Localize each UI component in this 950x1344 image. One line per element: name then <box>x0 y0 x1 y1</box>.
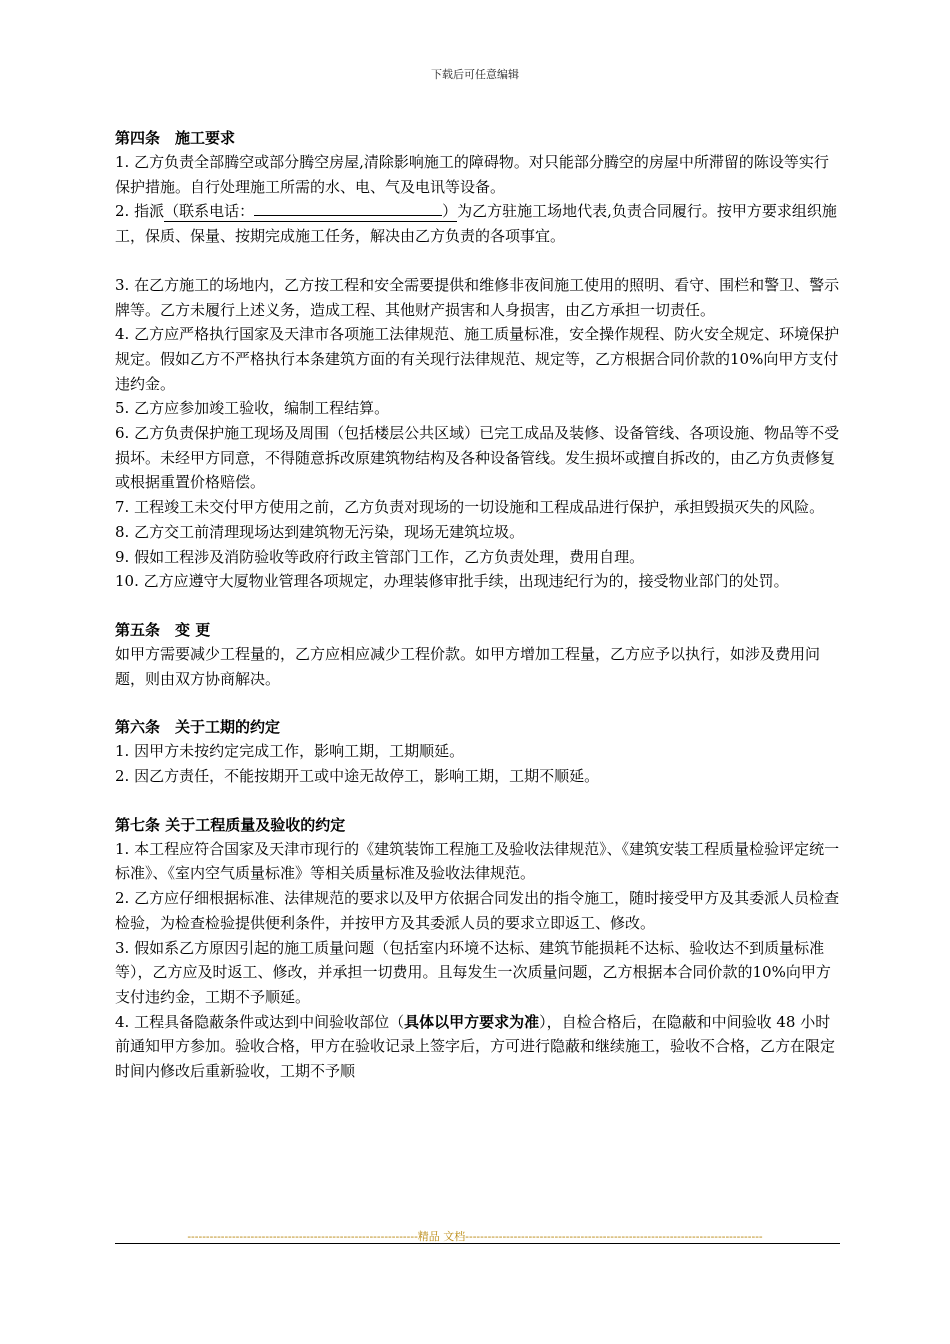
s4-item-2-prefix: 2. 指派 <box>115 202 165 221</box>
page-footer: --------------------------------------------------------------精品 文档-------------------------------------------------------------------------------- <box>187 1230 763 1243</box>
s7-item-4-prefix: 4. 工程具备隐蔽条件或达到中间验收部位（ <box>115 1012 405 1031</box>
section-4-title: 第四条 施工要求 <box>115 129 236 147</box>
page-header: 下载后可任意编辑 <box>431 68 519 81</box>
phone-blank <box>254 199 442 216</box>
s4-item-5: 5. 乙方应参加竣工验收，编制工程结算。 <box>115 399 390 418</box>
s5-paragraph: 如甲方需要减少工程量的，乙方应相应减少工程价款。如甲方增加工程量，乙方应予以执行，如涉及费用问题，则由双方协商解决。 <box>115 644 821 688</box>
s7-item-1: 1. 本工程应符合国家及天津市现行的《建筑装饰工程施工及验收法律规范》、《建筑安装工程质量检验评定统一标准》、《室内空气质量标准》等相关质量标准及验收法律规范。 <box>115 839 840 883</box>
s4-item-2-text: 为乙方驻施工场地代表,负责合同履行。按甲方要求组织施工，保质、保量、按期完成施工任务，解决由乙方负责的各项事宜。 <box>115 202 837 246</box>
phone-close: ） <box>442 202 458 221</box>
s7-item-4-rest: ），自检合格后，在隐蔽和中间验收 48 小时前通知甲方参加。验收合格，甲方在验收记录上签字后，方可进行隐蔽和继续施工，验收不合格，乙方在限定时间内修改后重新验收，工期不予顺 <box>115 1012 836 1081</box>
s6-item-2: 2. 因乙方责任，不能按期开工或中途无故停工，影响工期，工期不顺延。 <box>115 767 600 786</box>
s4-item-10: 10. 乙方应遵守大厦物业管理各项规定，办理装修审批手续，出现违纪行为的，接受物业部门的处罚。 <box>115 572 789 591</box>
s7-item-4 <box>115 1010 840 1084</box>
s4-item-9: 9. 假如工程涉及消防验收等政府行政主管部门工作，乙方负责处理，费用自理。 <box>115 547 645 566</box>
s4-item-7: 7. 工程竣工未交付甲方使用之前，乙方负责对现场的一切设施和工程成品进行保护，承担毁损灭失的风险。 <box>115 498 825 517</box>
s7-item-2: 2. 乙方应仔细根据标准、法律规范的要求以及甲方依据合同发出的指令施工，随时接受甲方及其委派人员检查检验，为检查检验提供便利条件，并按甲方及其委派人员的要求立即返工、修改。 <box>115 889 840 932</box>
s4-item-1: 1. 乙方负责全部腾空或部分腾空房屋,清除影响施工的障碍物。对只能部分腾空的房屋中所滞留的陈设等实行保护措施。自行处理施工所需的水、电、气及电讯等设备。 <box>115 153 829 196</box>
s4-item-4: 4. 乙方应严格执行国家及天津市各项施工法律规范、施工质量标准，安全操作规程、防火安全规定、环境保护规定。假如乙方不严格执行本条建筑方面的有关现行法律规范、规定等，乙方根据合同价款的10%向甲方支付违约金。 <box>115 325 840 393</box>
section-7-title: 第七条 关于工程质量及验收的约定 <box>115 815 346 834</box>
s6-item-1: 1. 因甲方未按约定完成工作，影响工期，工期顺延。 <box>115 742 465 761</box>
footer-rule <box>115 1243 840 1244</box>
s7-item-4-bold: 具体以甲方要求为准 <box>404 1012 540 1031</box>
s4-item-8: 8. 乙方交工前清理现场达到建筑物无污染，现场无建筑垃圾。 <box>115 522 525 541</box>
section-6-title: 第六条 关于工期的约定 <box>115 718 281 737</box>
s4-item-3: 3. 在乙方施工的场地内，乙方按工程和安全需要提供和维修非夜间施工使用的照明、看守、围栏和警卫、警示牌等。乙方未履行上述义务，造成工程、其他财产损害和人身损害，由乙方承担一切责任。 <box>115 275 840 319</box>
document-body <box>115 126 840 1084</box>
section-5-title: 第五条 变 更 <box>115 620 211 639</box>
s7-item-3: 3. 假如系乙方原因引起的施工质量问题（包括室内环境不达标、建筑节能损耗不达标、验收达不到质量标准等），乙方应及时返工、修改，并承担一切费用。且每发生一次质量问题，乙方根据本合同价款的10%向甲方支付违约金，工期不予顺延。 <box>115 938 831 1006</box>
phone-label: （联系电话： <box>164 202 255 221</box>
representative-blank <box>164 199 457 222</box>
s4-item-6: 6. 乙方负责保护施工现场及周围（包括楼层公共区域）已完工成品及装修、设备管线、各项设施、物品等不受损坏。未经甲方同意，不得随意拆改原建筑物结构及各种设备管线。发生损坏或擅自拆改的，由乙方负责修复或根据重置价格赔偿。 <box>115 424 840 492</box>
s4-item-2 <box>115 199 840 248</box>
